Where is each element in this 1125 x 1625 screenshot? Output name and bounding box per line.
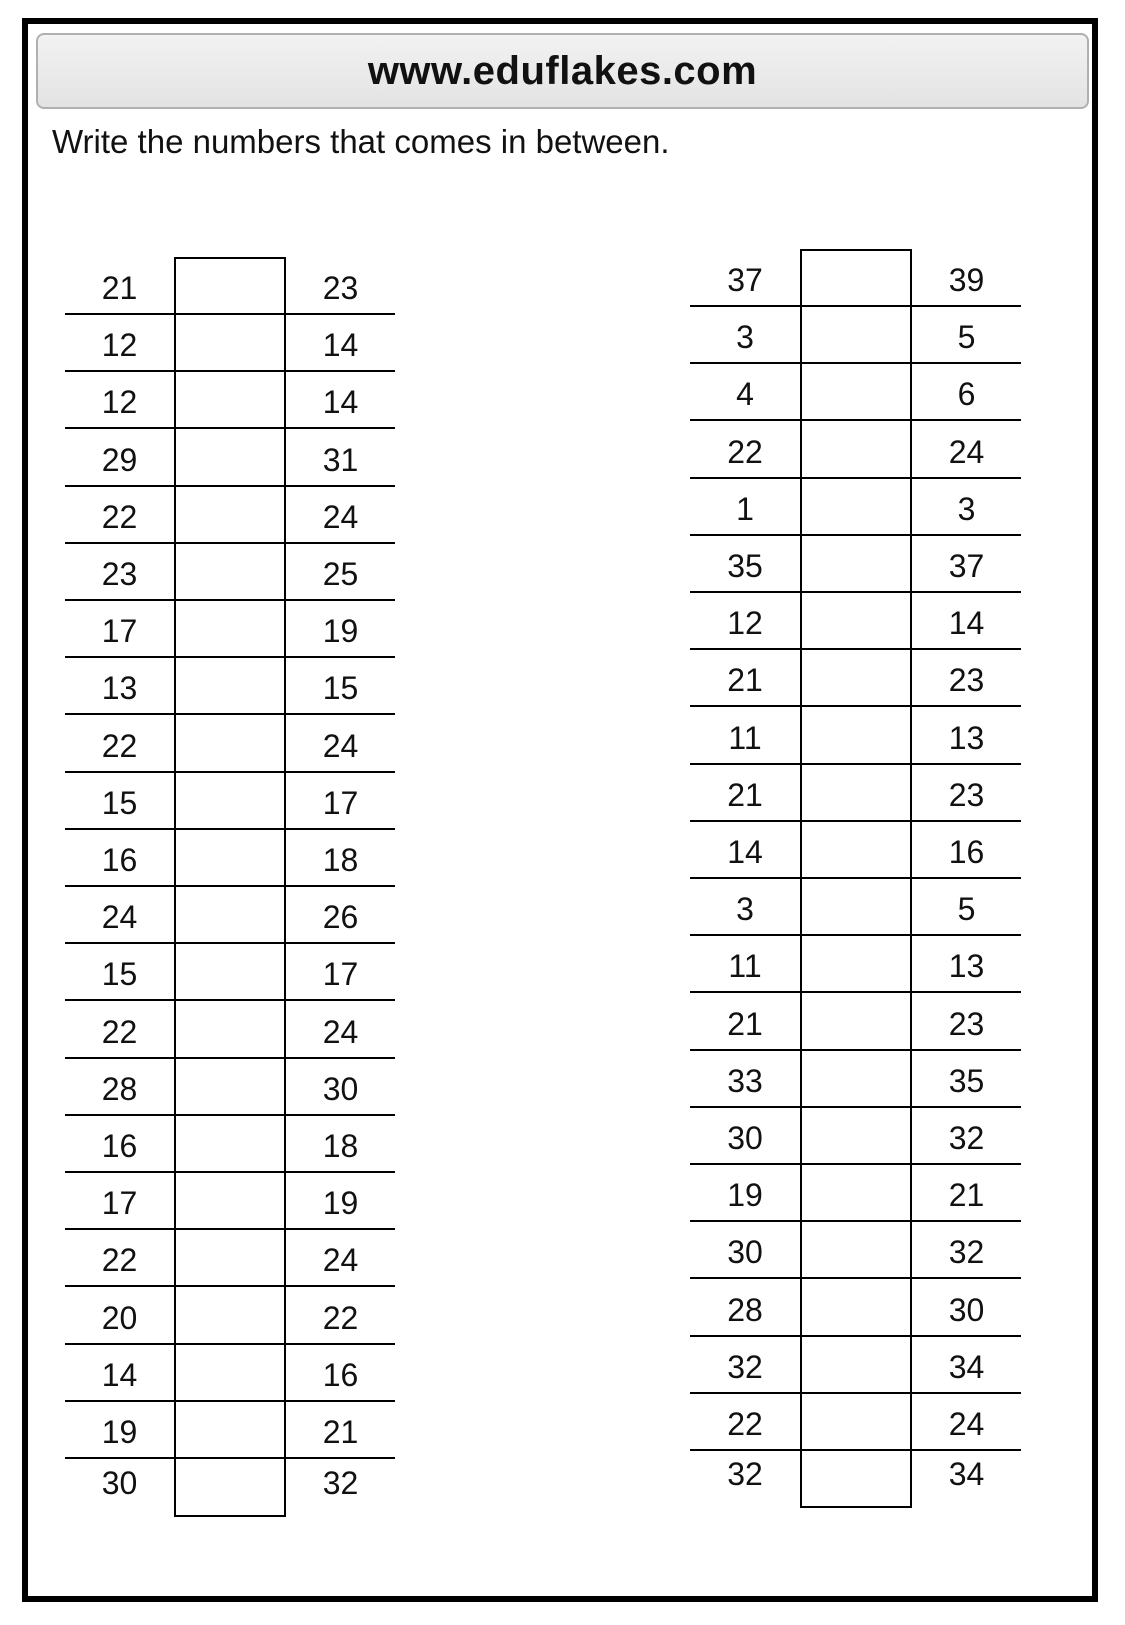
answer-box[interactable] bbox=[800, 1279, 912, 1334]
following-number: 23 bbox=[948, 1005, 985, 1042]
number-row bbox=[65, 1173, 395, 1230]
following-number: 19 bbox=[322, 613, 359, 650]
following-number: 24 bbox=[948, 433, 985, 470]
preceding-number: 33 bbox=[727, 1062, 763, 1099]
preceding-number: 19 bbox=[101, 1413, 138, 1450]
number-row bbox=[690, 307, 1021, 364]
following-number: 13 bbox=[948, 948, 985, 985]
answer-box[interactable] bbox=[800, 1394, 912, 1449]
answer-box[interactable] bbox=[800, 1451, 912, 1508]
answer-box[interactable] bbox=[800, 1337, 912, 1392]
following-number: 24 bbox=[322, 1242, 359, 1279]
answer-box[interactable] bbox=[174, 1345, 286, 1400]
following-number: 18 bbox=[322, 841, 359, 878]
number-row bbox=[690, 822, 1021, 879]
answer-box[interactable] bbox=[800, 249, 912, 305]
preceding-number: 22 bbox=[101, 1013, 138, 1050]
following-number: 23 bbox=[948, 662, 985, 699]
number-row bbox=[65, 1116, 395, 1173]
preceding-number: 32 bbox=[727, 1456, 763, 1492]
following-number: 24 bbox=[322, 727, 359, 764]
answer-box[interactable] bbox=[800, 993, 912, 1048]
following-number: 6 bbox=[957, 376, 976, 413]
answer-box[interactable] bbox=[800, 593, 912, 648]
following-number: 25 bbox=[322, 555, 359, 592]
following-number: 22 bbox=[322, 1299, 359, 1336]
preceding-number: 21 bbox=[727, 1005, 763, 1042]
number-row bbox=[690, 1108, 1021, 1165]
number-row bbox=[65, 830, 395, 887]
following-number: 19 bbox=[322, 1185, 359, 1222]
answer-box[interactable] bbox=[800, 1051, 912, 1106]
number-row bbox=[65, 1230, 395, 1287]
site-title: www.eduflakes.com bbox=[367, 48, 758, 93]
following-number: 39 bbox=[948, 262, 985, 298]
preceding-number: 22 bbox=[727, 1405, 763, 1442]
following-number: 24 bbox=[948, 1405, 985, 1442]
following-number: 13 bbox=[948, 719, 985, 756]
number-row bbox=[690, 993, 1021, 1050]
following-number: 18 bbox=[322, 1127, 359, 1164]
following-number: 24 bbox=[322, 498, 359, 535]
preceding-number: 15 bbox=[101, 956, 138, 993]
answer-box[interactable] bbox=[800, 879, 912, 934]
preceding-number: 16 bbox=[101, 841, 138, 878]
preceding-number: 1 bbox=[736, 490, 754, 527]
following-number: 15 bbox=[322, 670, 359, 707]
following-number: 23 bbox=[948, 776, 985, 813]
preceding-number: 3 bbox=[736, 891, 754, 928]
preceding-number: 22 bbox=[101, 727, 138, 764]
answer-box[interactable] bbox=[174, 544, 286, 599]
answer-box[interactable] bbox=[800, 707, 912, 762]
following-number: 3 bbox=[957, 490, 976, 527]
preceding-number: 12 bbox=[101, 327, 138, 364]
preceding-number: 3 bbox=[736, 319, 754, 356]
answer-box[interactable] bbox=[174, 715, 286, 770]
number-row bbox=[690, 879, 1021, 936]
answer-box[interactable] bbox=[800, 1108, 912, 1163]
answer-box[interactable] bbox=[174, 429, 286, 484]
number-row bbox=[690, 1279, 1021, 1336]
following-number: 17 bbox=[322, 784, 359, 821]
number-row bbox=[65, 658, 395, 715]
number-row bbox=[65, 1287, 395, 1344]
following-number: 17 bbox=[322, 956, 359, 993]
number-row bbox=[690, 1451, 1021, 1508]
answer-box[interactable] bbox=[800, 536, 912, 591]
answer-box[interactable] bbox=[174, 1287, 286, 1342]
answer-box[interactable] bbox=[174, 1059, 286, 1114]
preceding-number: 17 bbox=[101, 1185, 138, 1222]
number-row bbox=[65, 887, 395, 944]
preceding-number: 13 bbox=[101, 670, 138, 707]
number-row bbox=[65, 773, 395, 830]
preceding-number: 37 bbox=[727, 262, 763, 298]
following-number: 30 bbox=[322, 1070, 359, 1107]
following-number: 32 bbox=[322, 1465, 359, 1501]
number-row bbox=[690, 707, 1021, 764]
preceding-number: 14 bbox=[727, 833, 763, 870]
answer-box[interactable] bbox=[174, 773, 286, 828]
following-number: 21 bbox=[322, 1413, 359, 1450]
preceding-number: 11 bbox=[728, 719, 762, 756]
preceding-number: 4 bbox=[736, 376, 754, 413]
preceding-number: 12 bbox=[101, 384, 138, 421]
number-row bbox=[65, 715, 395, 772]
instructions: Write the numbers that comes in between. bbox=[52, 123, 670, 160]
preceding-number: 32 bbox=[727, 1348, 763, 1385]
number-row bbox=[65, 257, 395, 315]
answer-box[interactable] bbox=[800, 421, 912, 476]
answer-box[interactable] bbox=[174, 1116, 286, 1171]
number-row bbox=[690, 249, 1021, 307]
preceding-number: 15 bbox=[101, 784, 138, 821]
following-number: 32 bbox=[948, 1234, 985, 1271]
preceding-number: 30 bbox=[727, 1234, 763, 1271]
following-number: 30 bbox=[948, 1291, 985, 1328]
answer-box[interactable] bbox=[800, 479, 912, 534]
answer-box[interactable] bbox=[800, 307, 912, 362]
preceding-number: 22 bbox=[101, 498, 138, 535]
following-number: 31 bbox=[322, 441, 359, 478]
number-row bbox=[690, 1337, 1021, 1394]
preceding-number: 16 bbox=[101, 1127, 138, 1164]
number-row bbox=[690, 421, 1021, 478]
following-number: 5 bbox=[957, 891, 976, 928]
answer-box[interactable] bbox=[174, 1001, 286, 1056]
preceding-number: 22 bbox=[727, 433, 763, 470]
preceding-number: 29 bbox=[101, 441, 138, 478]
preceding-number: 11 bbox=[728, 948, 762, 985]
following-number: 21 bbox=[948, 1177, 985, 1214]
preceding-number: 21 bbox=[727, 662, 763, 699]
number-row bbox=[65, 1402, 395, 1459]
number-row bbox=[65, 1059, 395, 1116]
preceding-number: 21 bbox=[101, 270, 138, 306]
answer-box[interactable] bbox=[174, 1402, 286, 1457]
number-row bbox=[690, 1222, 1021, 1279]
following-number: 34 bbox=[948, 1456, 985, 1492]
number-row bbox=[690, 536, 1021, 593]
answer-box[interactable] bbox=[800, 650, 912, 705]
following-number: 24 bbox=[322, 1013, 359, 1050]
preceding-number: 12 bbox=[727, 605, 763, 642]
preceding-number: 30 bbox=[101, 1465, 138, 1501]
preceding-number: 20 bbox=[101, 1299, 138, 1336]
number-row bbox=[65, 372, 395, 429]
preceding-number: 23 bbox=[101, 555, 138, 592]
number-row bbox=[690, 765, 1021, 822]
answer-box[interactable] bbox=[174, 315, 286, 370]
following-number: 16 bbox=[948, 833, 985, 870]
preceding-number: 21 bbox=[727, 776, 763, 813]
number-row bbox=[690, 1165, 1021, 1222]
answer-box[interactable] bbox=[174, 944, 286, 999]
following-number: 26 bbox=[322, 899, 359, 936]
answer-box[interactable] bbox=[174, 372, 286, 427]
following-number: 14 bbox=[948, 605, 985, 642]
number-row bbox=[65, 1345, 395, 1402]
preceding-number: 17 bbox=[101, 613, 138, 650]
preceding-number: 28 bbox=[727, 1291, 763, 1328]
preceding-number: 22 bbox=[101, 1242, 138, 1279]
following-number: 34 bbox=[948, 1348, 985, 1385]
number-row bbox=[690, 364, 1021, 421]
answer-box[interactable] bbox=[800, 765, 912, 820]
answer-box[interactable] bbox=[800, 936, 912, 991]
preceding-number: 19 bbox=[727, 1177, 763, 1214]
number-row bbox=[690, 936, 1021, 993]
preceding-number: 14 bbox=[101, 1356, 138, 1393]
number-row bbox=[65, 487, 395, 544]
following-number: 35 bbox=[948, 1062, 985, 1099]
following-number: 16 bbox=[322, 1356, 359, 1393]
number-row bbox=[65, 1459, 395, 1517]
answer-box[interactable] bbox=[174, 887, 286, 942]
answer-box[interactable] bbox=[174, 487, 286, 542]
preceding-number: 24 bbox=[101, 899, 138, 936]
following-number: 37 bbox=[948, 547, 985, 584]
answer-box[interactable] bbox=[174, 1230, 286, 1285]
number-row bbox=[65, 544, 395, 601]
preceding-number: 28 bbox=[101, 1070, 138, 1107]
number-row bbox=[690, 650, 1021, 707]
number-row bbox=[690, 479, 1021, 536]
answer-box[interactable] bbox=[174, 1173, 286, 1228]
number-row bbox=[65, 601, 395, 658]
answer-box[interactable] bbox=[174, 658, 286, 713]
following-number: 14 bbox=[322, 384, 359, 421]
answer-box[interactable] bbox=[174, 257, 286, 313]
answer-box[interactable] bbox=[800, 1222, 912, 1277]
answer-box[interactable] bbox=[800, 364, 912, 419]
header-banner bbox=[36, 33, 1089, 109]
following-number: 14 bbox=[322, 327, 359, 364]
answer-box[interactable] bbox=[174, 1459, 286, 1517]
answer-box[interactable] bbox=[174, 830, 286, 885]
number-row bbox=[65, 1001, 395, 1058]
following-number: 32 bbox=[948, 1119, 985, 1156]
number-row bbox=[690, 593, 1021, 650]
number-row bbox=[65, 944, 395, 1001]
number-row bbox=[65, 315, 395, 372]
number-row bbox=[65, 429, 395, 486]
preceding-number: 30 bbox=[727, 1119, 763, 1156]
answer-box[interactable] bbox=[800, 1165, 912, 1220]
following-number: 5 bbox=[957, 319, 976, 356]
number-row bbox=[690, 1394, 1021, 1451]
number-row bbox=[690, 1051, 1021, 1108]
answer-box[interactable] bbox=[800, 822, 912, 877]
answer-box[interactable] bbox=[174, 601, 286, 656]
following-number: 23 bbox=[322, 270, 359, 306]
preceding-number: 35 bbox=[727, 547, 763, 584]
